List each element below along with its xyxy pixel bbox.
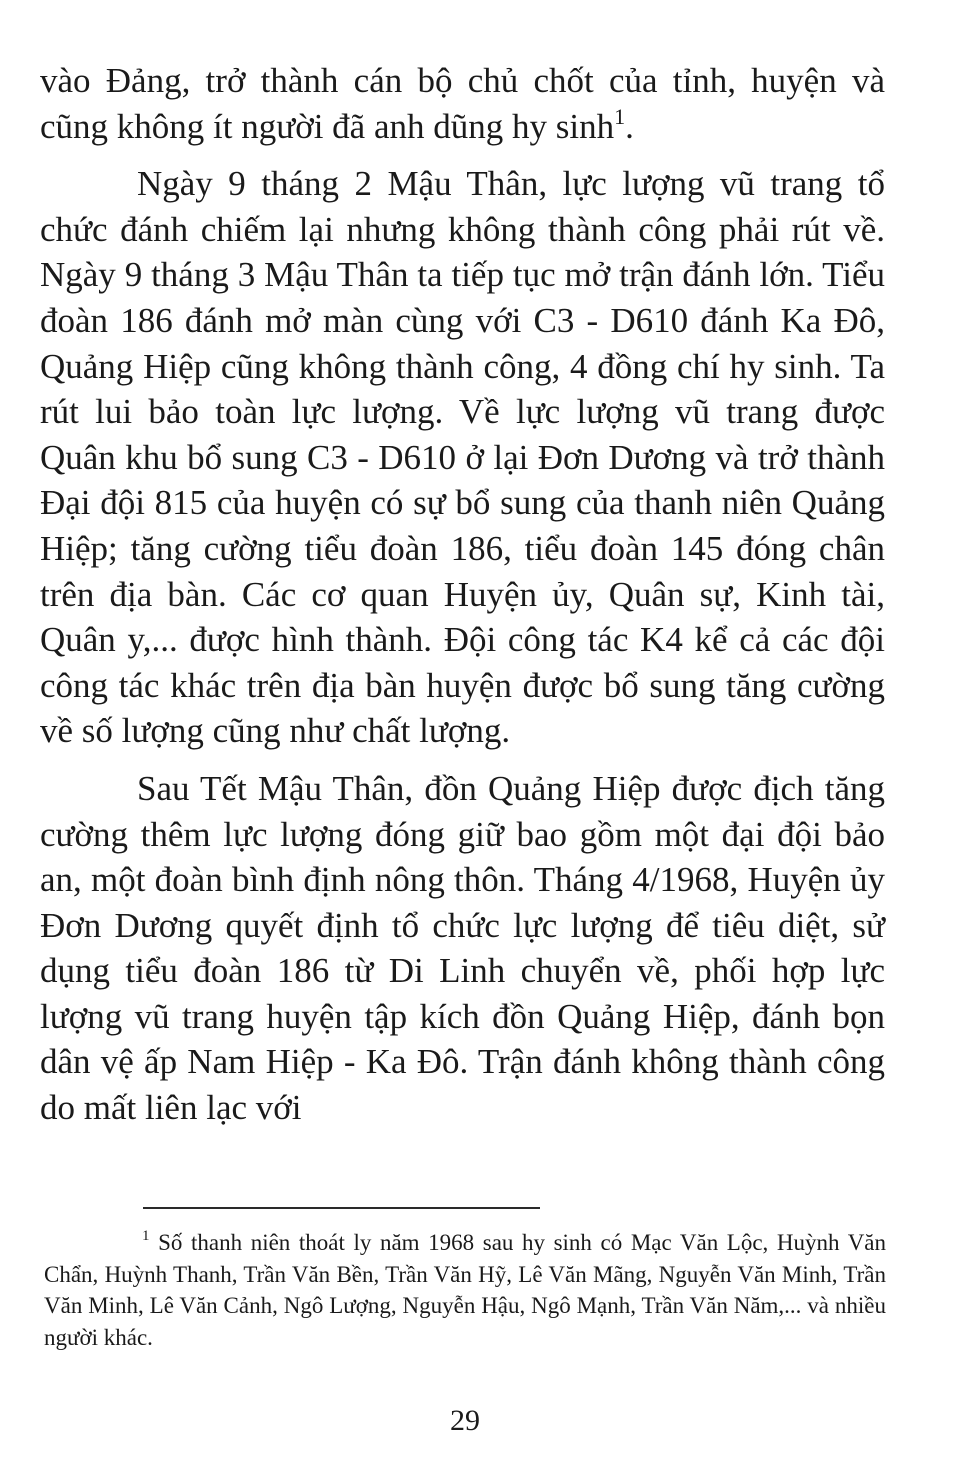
paragraph-2: Ngày 9 tháng 2 Mậu Thân, lực lượng vũ trang tổ chức đánh chiếm lại nhưng không thành công phải rút về. Ngày 9 tháng 3 Mậu Thân ta tiếp tục mở trận đánh lớn. Tiểu đoàn 186 đánh mở màn cùng với C3 - D610 đánh Ka Đô, Quảng Hiệp cũng không thành công, 4 đồng chí hy sinh. Ta rút lui bảo toàn lực lượng. Về lực lượng vũ trang được Quân khu bổ sung C3 - D610 ở lại Đơn Dương và trở thành Đại đội 815 của huyện có sự bổ sung của thanh niên Quảng Hiệp; tăng cường tiểu đoàn 186, tiểu đoàn 145 đóng chân trên địa bàn. Các cơ quan Huyện ủy, Quân sự, Kinh tài, Quân y,... được hình thành. Đội công tác K4 kể cả các đội công tác khác trên địa bàn huyện được bổ sung tăng cường về số lượng cũng như chất lượng.: [40, 164, 885, 751]
paragraph-3: Sau Tết Mậu Thân, đồn Quảng Hiệp được địch tăng cường thêm lực lượng đóng giữ bao gồm một đại đội bảo an, một đoàn bình định nông thôn. Tháng 4/1968, Huyện ủy Đơn Dương quyết định tổ chức lực lượng để tiêu diệt, sử dụng tiểu đoàn 186 từ Di Linh chuyển về, phối hợp lực lượng vũ trang huyện tập kích đồn Quảng Hiệp, đánh bọn dân vệ ấp Nam Hiệp - Ka Đô. Trận đánh không thành công do mất liên lạc với: [40, 768, 885, 1128]
paragraph-1-text: vào Đảng, trở thành cán bộ chủ chốt của tỉnh, huyện và cũng không ít người đã anh dũng hy sinh: [40, 61, 885, 146]
page-number: 29: [450, 1404, 480, 1437]
footnote: [44, 1227, 886, 1353]
main-text: [40, 58, 885, 1131]
paragraph-1-end: .: [625, 106, 634, 146]
footnote-marker: 1: [142, 1228, 150, 1244]
footnote-reference: 1: [614, 103, 626, 129]
paragraph-1: [40, 58, 885, 149]
footnote-text: Số thanh niên thoát ly năm 1968 sau hy sinh có Mạc Văn Lộc, Huỳnh Văn Chẩn, Huỳnh Thanh, Trần Văn Bền, Trần Văn Hỹ, Lê Văn Mãng, Nguyễn Văn Minh, Trần Văn Minh, Lê Văn Cảnh, Ngô Lượng, Nguyễn Hậu, Ngô Mạnh, Trần Văn Năm,... và nhiều người khác.: [44, 1230, 887, 1350]
footnote-divider: [143, 1207, 540, 1209]
